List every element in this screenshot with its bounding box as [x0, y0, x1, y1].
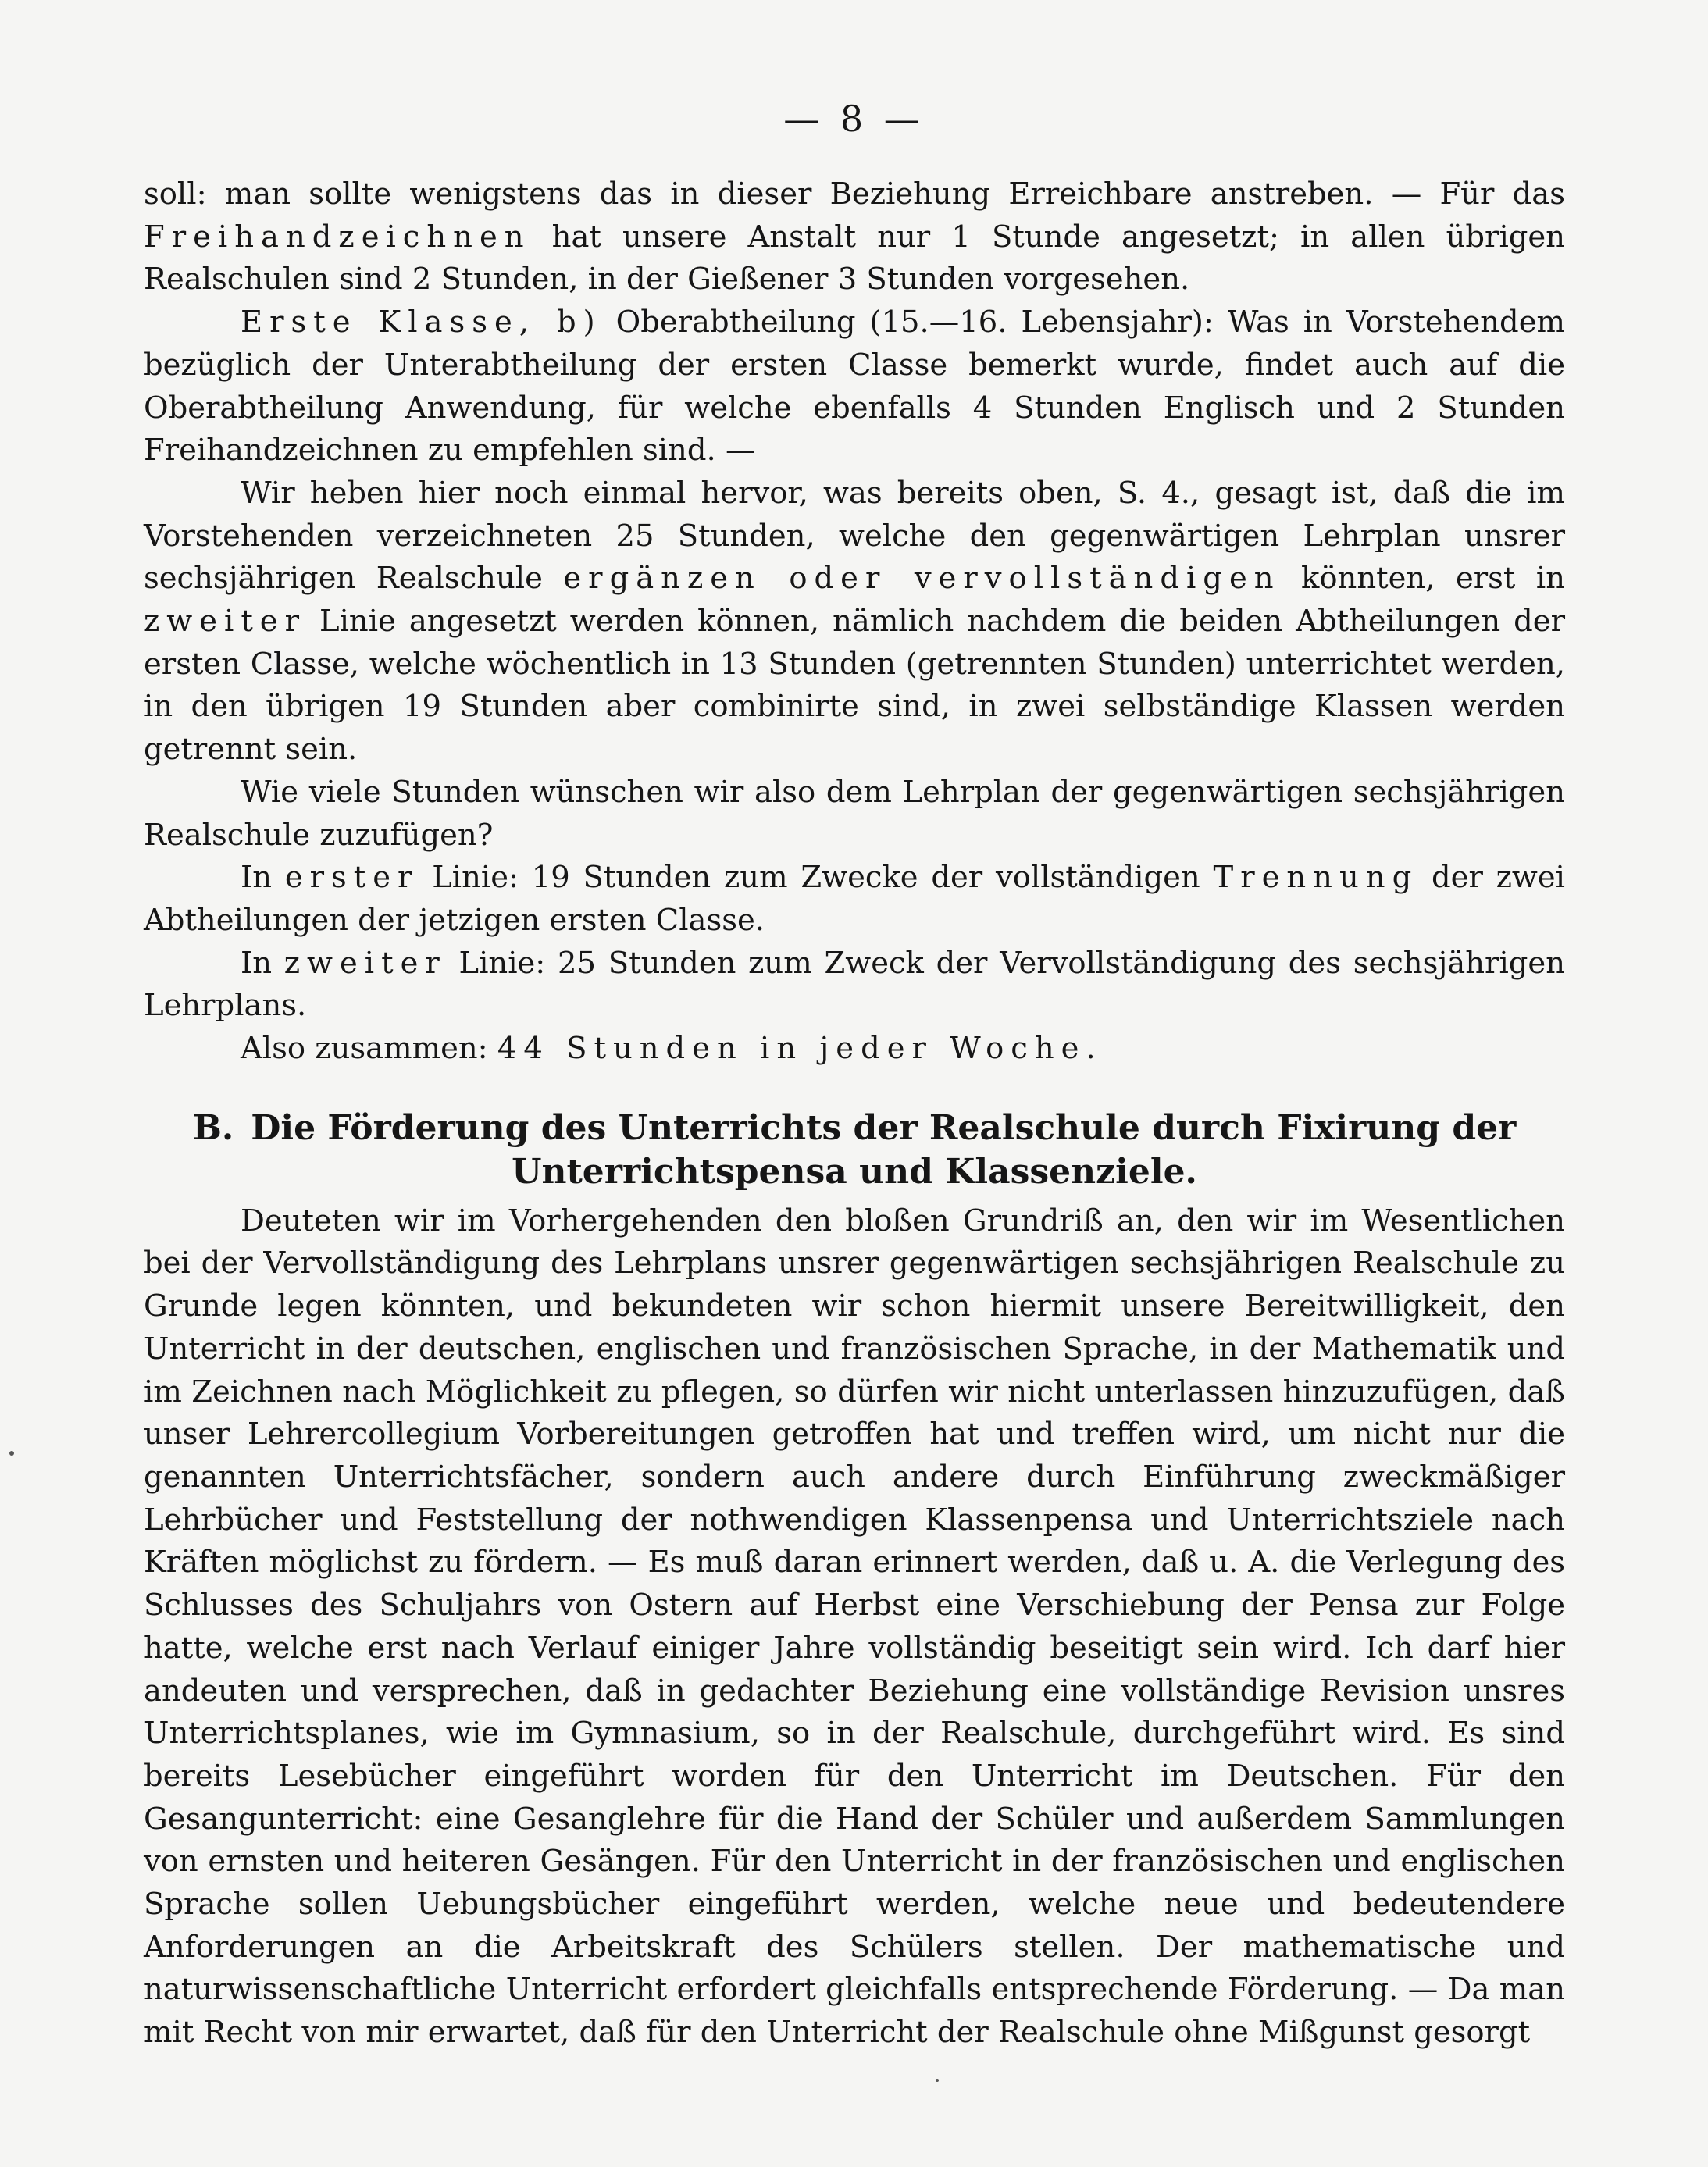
emphasis-erste-klasse: Erste Klasse, b): [241, 305, 602, 340]
text-run: Linie angesetzt werden können, nämlich nachdem die beiden Abtheilungen der ersten Classe, welche wöchentlich in 13 Stunden (getrennten Stunden) unterrichtet werden, in den übrigen 19 Stunden aber combinirte sind, in zwei selbständige Klassen werden getrennt sein.: [144, 604, 1565, 768]
emphasis-zweiter: zweiter: [283, 945, 447, 981]
text-run: Linie: 25 Stunden zum Zweck der Vervollständigung des sechsjährigen Lehrplans.: [144, 945, 1565, 1024]
text-run: der zwei Abtheilungen der jetzigen ersten Classe.: [144, 860, 1565, 938]
emphasis-44-stunden: 44 Stunden in jeder Woche.: [497, 1031, 1103, 1067]
emphasis-trennung: Trennung: [1213, 860, 1419, 896]
section-heading: [144, 1107, 1565, 1194]
text-run: Oberabtheilung (15.—16. Lebensjahr): Was in Vorstehendem bezüglich der Unterabtheilung der ersten Classe bemerkt wurde, findet auch auf die Oberabtheilung Anwendung, für welche ebenfalls 4 Stunden Englisch und 2 Stunden Freihandzeichnen zu empfehlen sind. —: [144, 305, 1565, 469]
paragraph-zweiter-linie: [144, 943, 1565, 1028]
text-run: könnten, erst in: [1280, 561, 1565, 597]
text-run: hat unsere Anstalt nur 1 Stunde angesetzt; in allen übrigen Realschulen sind 2 Stunden, in der Gießener 3 Stunden vorgesehen.: [144, 219, 1565, 298]
body-text: [144, 173, 1565, 2055]
print-speck: [936, 2079, 939, 2082]
paragraph-section-b: Deuteten wir im Vorhergehenden den bloßen Grundriß an, den wir im Wesentlichen bei der Vervollständigung des Lehrplans unsrer gegenwärtigen sechsjährigen Realschule zu Grunde legen könnten, und bekundeten wir schon hiermit unsere Bereitwilligkeit, den Unterricht in der deutschen, englischen und französischen Sprache, in der Mathematik und im Zeichnen nach Möglichkeit zu pflegen, so dürfen wir nicht unterlassen hinzuzufügen, daß unser Lehrercollegium Vorbereitungen getroffen hat und treffen wird, um nicht nur die genannten Unterrichtsfächer, sondern auch andere durch Einführung zweckmäßiger Lehrbücher und Feststellung der nothwendigen Klassenpensa und Unterrichtsziele nach Kräften möglichst zu fördern. — Es muß daran erinnert werden, daß u. A. die Verlegung des Schlusses des Schuljahrs von Ostern auf Herbst eine Verschiebung der Pensa zur Folge hatte, welche erst nach Verlauf einiger Jahre vollständig beseitigt sein wird. Ich darf hier andeuten und versprechen, daß in gedachter Beziehung eine vollständige Revision unsres Unterrichtsplanes, wie im Gymnasium, so in der Realschule, durchgeführt wird. Es sind bereits Lesebücher eingeführt worden für den Unterricht im Deutschen. Für den Gesangunterricht: eine Gesanglehre für die Hand der Schüler und außerdem Sammlungen von ernsten und heiteren Gesängen. Für den Unterricht in der französischen und englischen Sprache sollen Uebungsbücher eingeführt werden, welche neue und bedeutendere Anforderungen an die Arbeitskraft des Schülers stellen. Der mathematische und naturwissenschaftliche Unterricht erfordert gleichfalls entsprechende Förderung. — Da man mit Recht von mir erwartet, daß für den Unterricht der Realschule ohne Mißgunst gesorgt: [144, 1203, 1565, 2051]
paragraph-25-stunden: [144, 472, 1565, 772]
emphasis-freihandzeichnen: Freihandzeichnen: [144, 219, 531, 255]
emphasis-erster: erster: [284, 860, 419, 896]
paragraph-question: Wie viele Stunden wünschen wir also dem Lehrplan der gegenwärtigen sechsjährigen Realschule zuzufügen?: [144, 774, 1565, 853]
print-speck: [9, 1451, 14, 1456]
section-label: B.: [192, 1107, 234, 1148]
text-run: In: [241, 945, 284, 981]
page-number: — 8 —: [783, 98, 925, 140]
text-run: In: [241, 860, 285, 896]
paragraph-freihandzeichnen: [144, 173, 1565, 301]
paragraph-erste-klasse: [144, 301, 1565, 472]
text-run: Also zusammen:: [241, 1031, 497, 1067]
paragraph-erster-linie: [144, 857, 1565, 942]
text-run: soll: man sollte wenigstens das in dieser Beziehung Erreichbare anstreben. — Für das: [144, 176, 1565, 212]
section-title: Die Förderung des Unterrichts der Realschule durch Fixirung der Unterrichtspensa und Klassenziele.: [251, 1107, 1517, 1192]
paragraph-zusammen: [144, 1028, 1565, 1071]
text-run: Wir heben hier noch einmal hervor, was bereits oben, S. 4., gesagt ist, daß die im Vorstehenden verzeichneten 25 Stunden, welche den gegenwärtigen Lehrplan unsrer sechsjährigen Realschule: [144, 475, 1565, 597]
text-run: Linie: 19 Stunden zum Zwecke der vollständigen: [419, 860, 1214, 896]
emphasis-zweiter: zweiter: [144, 604, 306, 640]
emphasis-ergaenzen: ergänzen oder vervollständigen: [563, 561, 1281, 597]
